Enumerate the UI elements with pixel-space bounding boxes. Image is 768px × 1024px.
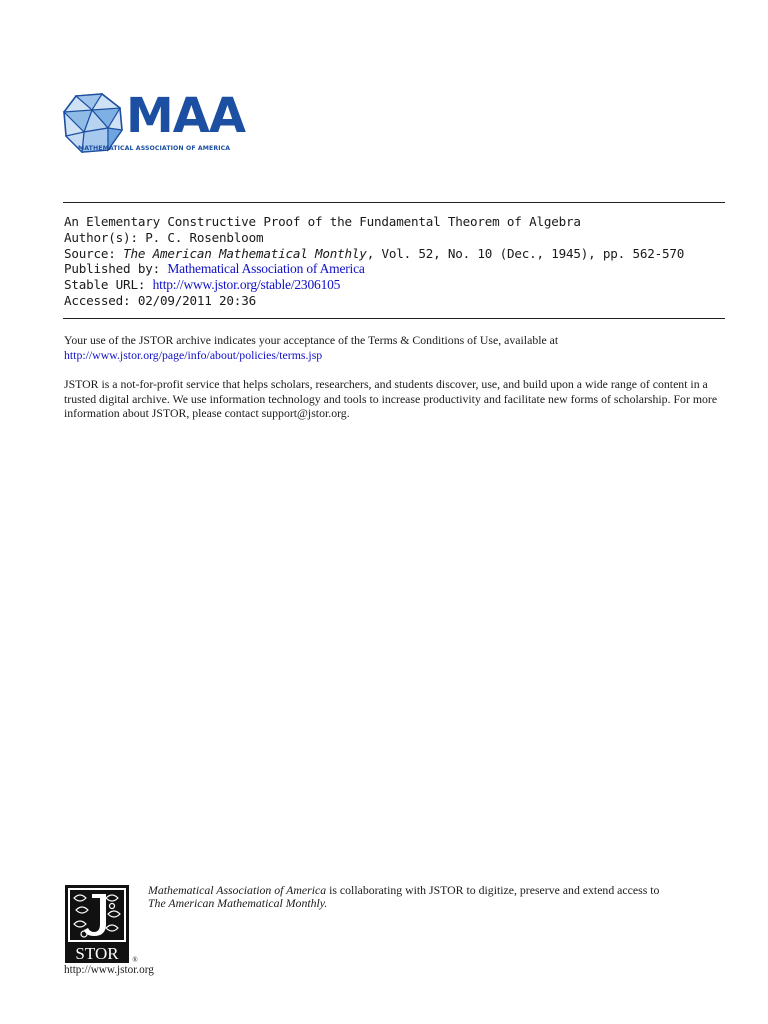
article-title: An Elementary Constructive Proof of the Fundamental Theorem of Algebra: [64, 214, 581, 229]
jstor-url[interactable]: http://www.jstor.org: [64, 964, 154, 976]
maa-logo-subtitle: MATHEMATICAL ASSOCIATION OF AMERICA: [78, 145, 231, 152]
jstor-emblem-icon: [64, 884, 142, 964]
divider-top: [63, 202, 725, 203]
maa-logo-letters: MAA: [126, 88, 246, 144]
terms-text: Your use of the JSTOR archive indicates your acceptance of the Terms & Conditions of Use, available at: [64, 333, 559, 347]
publisher-line: [64, 261, 744, 277]
collab-org: Mathematical Association of America: [148, 883, 327, 897]
collaboration-line: [148, 884, 728, 897]
divider-bottom: [63, 318, 725, 319]
article-metadata: [64, 214, 744, 309]
accessed-line: [64, 293, 744, 309]
source-details: , Vol. 52, No. 10 (Dec., 1945), pp. 562-570: [366, 245, 685, 261]
source-line: [64, 246, 744, 262]
jstor-logo: [64, 884, 142, 964]
jstor-logo-letters: STOR: [75, 944, 119, 963]
author-name: P. C. Rosenbloom: [145, 229, 264, 245]
publisher-link[interactable]: Mathematical Association of America: [167, 261, 365, 277]
registered-mark: ®: [132, 956, 138, 964]
terms-notice: [64, 333, 724, 362]
publisher-label: Published by:: [64, 261, 160, 277]
collab-journal: The American Mathematical Monthly.: [148, 895, 328, 910]
source-label: Source:: [64, 245, 116, 261]
accessed-date: 02/09/2011 20:36: [137, 292, 256, 308]
stable-url-label: Stable URL:: [64, 277, 146, 293]
terms-link[interactable]: http://www.jstor.org/page/info/about/policies/terms.jsp: [64, 347, 323, 362]
maa-logo: [62, 88, 246, 160]
author-line: [64, 230, 744, 246]
stable-url-link[interactable]: http://www.jstor.org/stable/2306105: [152, 277, 341, 293]
stable-url-line: [64, 277, 744, 293]
author-label: Author(s):: [64, 229, 138, 245]
source-journal: The American Mathematical Monthly: [123, 245, 367, 261]
collaboration-notice: [148, 884, 728, 909]
accessed-label: Accessed:: [64, 292, 131, 308]
collab-text: is collaborating with JSTOR to digitize, preserve and extend access to: [326, 883, 660, 897]
jstor-about: JSTOR is a not-for-profit service that helps scholars, researchers, and students discover, use, and build upon a wide range of content in a trusted digital archive. We use information technology and tools to increase productivity and facilitate new forms of scholarship. For more information about JSTOR, please contact support@jstor.org.: [64, 377, 718, 421]
